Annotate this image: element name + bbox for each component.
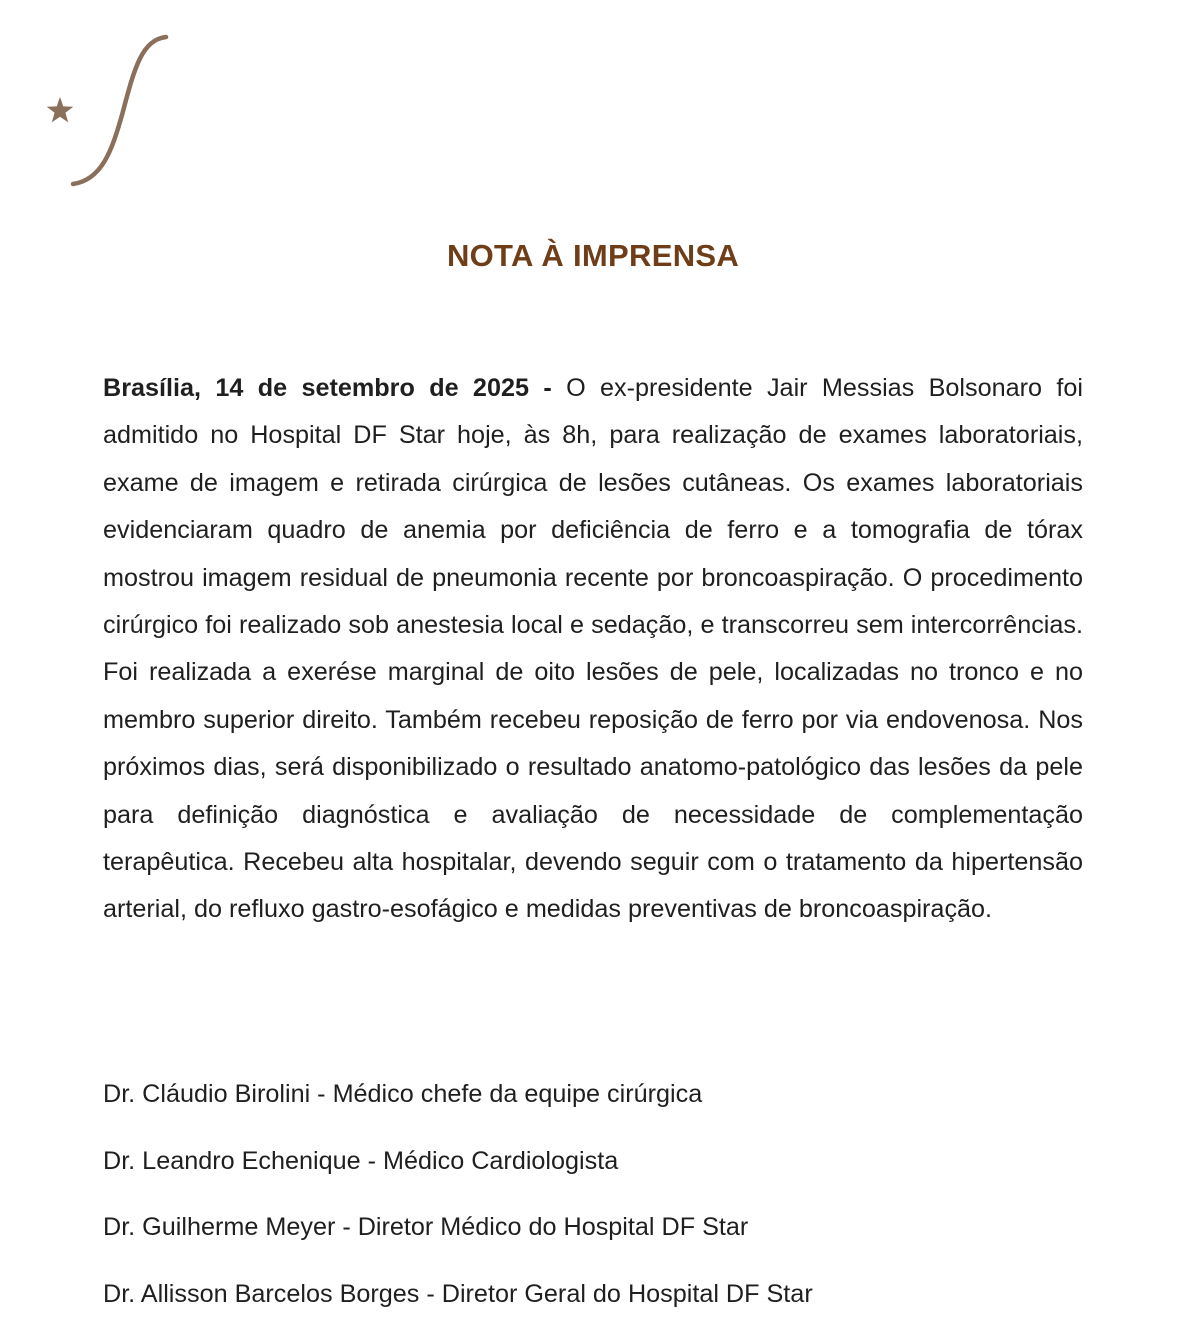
signature-line: Dr. Guilherme Meyer - Diretor Médico do Hospital DF Star [103,1213,749,1241]
star-icon [47,97,74,122]
page-title: NOTA À IMPRENSA [446,238,740,273]
dateline: Brasília, 14 de setembro de 2025 - [103,374,552,402]
signature-line: Dr. Cláudio Birolini - Médico chefe da equipe cirúrgica [103,1080,703,1108]
s-curve-icon [73,37,166,184]
signature-list [103,1072,813,1338]
signature-line: Dr. Allisson Barcelos Borges - Diretor Geral do Hospital DF Star [103,1279,813,1308]
signature-line: Dr. Leandro Echenique - Médico Cardiologista [103,1146,619,1175]
press-release-body [103,365,1083,934]
hospital-logo [36,30,176,195]
star-and-s-curve-logo-icon [36,30,176,195]
body-paragraph: O ex-presidente Jair Messias Bolsonaro foi admitido no Hospital DF Star hoje, às 8h, para realização de exames laboratoriais, exame de imagem e retirada cirúrgica de lesões cutâneas. Os exames laboratoriais evidenciaram quadro de anemia por deficiência de ferro e a tomografia de tórax mostrou imagem residual de pneumonia recente por broncoaspiração. O procedimento cirúrgico foi realizado sob anestesia local e sedação, e transcorreu sem intercorrências. Foi realizada a exerése marginal de oito lesões de pele, localizadas no tronco e no membro superior direito. Também recebeu reposição de ferro por via endovenosa. Nos próximos dias, será disponibilizado o resultado anatomo-patológico das lesões da pele para definição diagnóstica e avaliação de necessidade de complementação terapêutica. Recebeu alta hospitalar, devendo seguir com o tratamento da hipertensão arterial, do refluxo gastro-esofágico e medidas preventivas de broncoaspiração. [103,374,1083,924]
